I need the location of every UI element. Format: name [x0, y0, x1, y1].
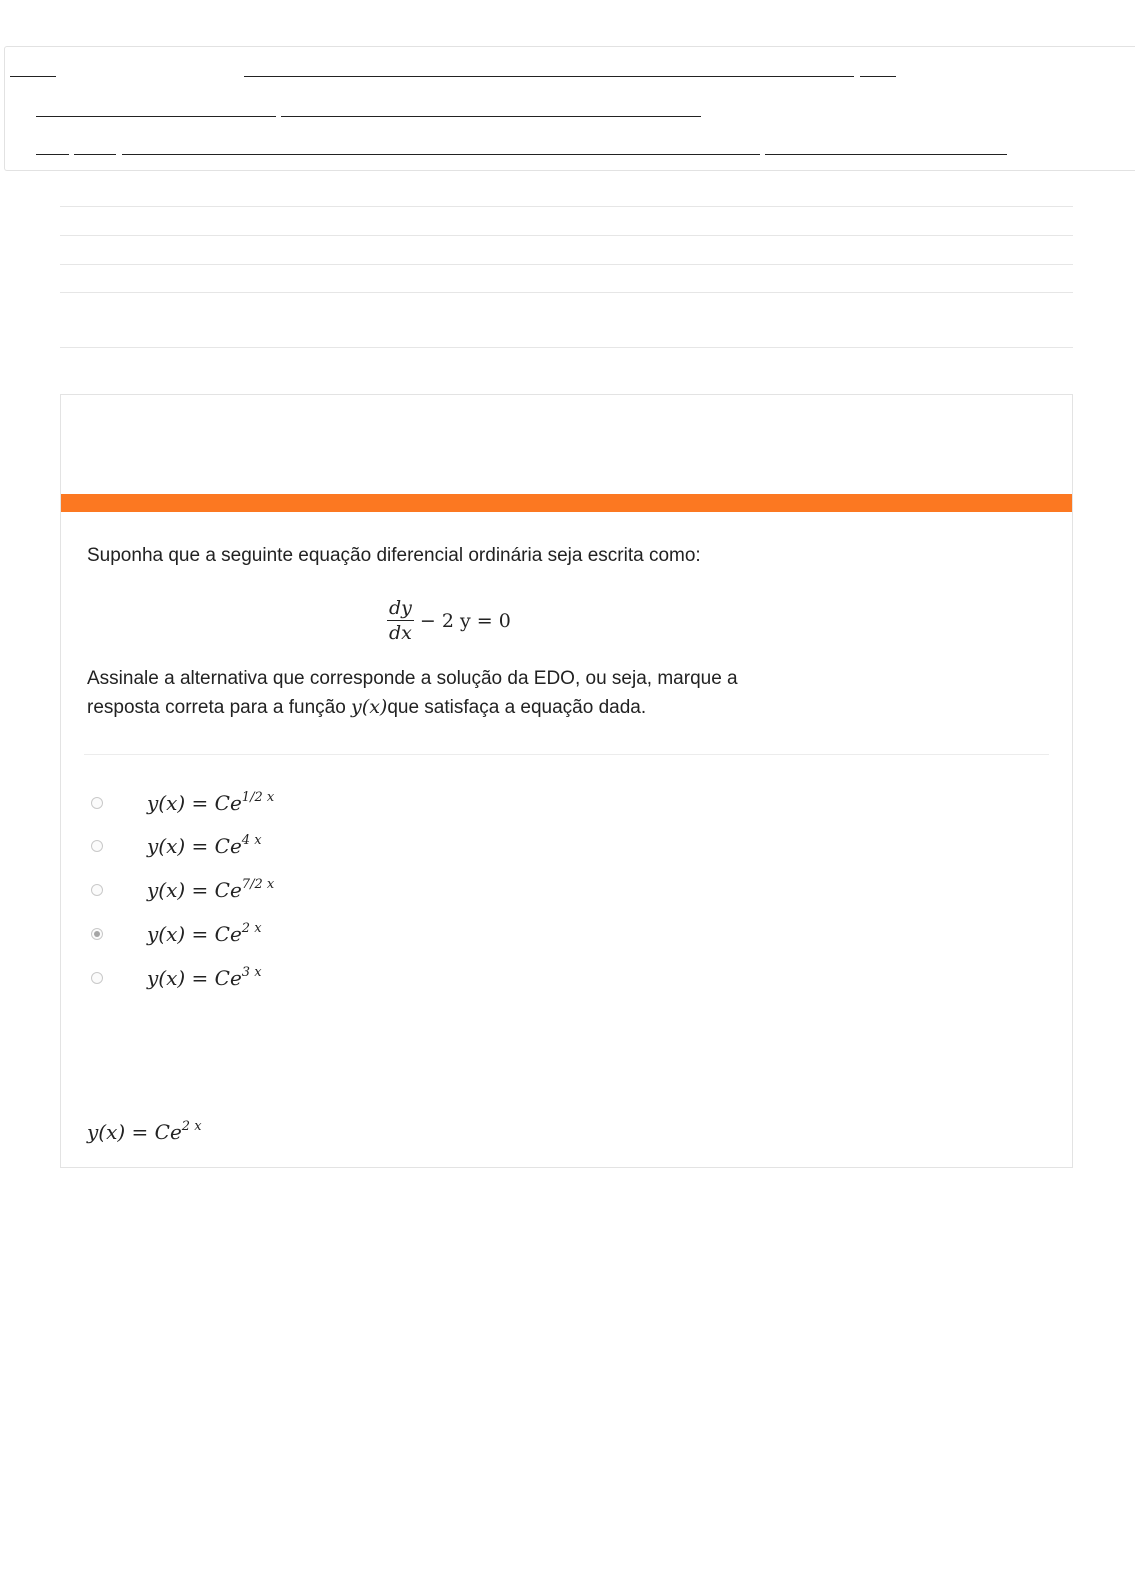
- info-row-divider: [60, 347, 1073, 348]
- info-row-divider: [60, 264, 1073, 265]
- option-exponent: 1/2 x: [241, 790, 275, 805]
- option-lhs: y(x) = Ce: [147, 834, 242, 858]
- option-exponent: 3 x: [241, 965, 262, 980]
- option-radio[interactable]: [91, 884, 103, 896]
- redacted-link[interactable]: [74, 154, 116, 155]
- question-body-before: resposta correta para a função: [87, 697, 352, 718]
- option-lhs: y(x) = Ce: [147, 791, 242, 815]
- option-radio[interactable]: [91, 797, 103, 809]
- question-body-line2: [87, 693, 822, 722]
- question-accent-band: [61, 494, 1072, 512]
- option-exponent: 7/2 x: [241, 877, 275, 892]
- info-row-divider: [60, 206, 1073, 207]
- equation: [387, 598, 511, 643]
- question-intro: Suponha que a seguinte equação diferencial ordinária seja escrita como:: [87, 545, 701, 566]
- option-formula[interactable]: [147, 790, 274, 815]
- option-formula[interactable]: [147, 965, 262, 990]
- option-lhs: y(x) = Ce: [147, 966, 242, 990]
- redacted-link[interactable]: [281, 116, 701, 117]
- top-header-bar: [4, 46, 1135, 171]
- option-radio[interactable]: [91, 840, 103, 852]
- info-row-divider: [60, 235, 1073, 236]
- equation-fraction: [387, 598, 414, 643]
- option-radio-selected[interactable]: [91, 928, 103, 940]
- equation-rest: − 2 y = 0: [419, 609, 511, 632]
- info-row-divider: [60, 292, 1073, 293]
- redacted-link[interactable]: [244, 76, 854, 77]
- answer-exponent: 2 x: [181, 1119, 202, 1134]
- option-formula[interactable]: [147, 877, 274, 902]
- option-row[interactable]: [91, 833, 262, 858]
- answer-formula: [87, 1119, 202, 1144]
- option-row[interactable]: [91, 790, 274, 815]
- options-separator: [84, 754, 1049, 755]
- option-lhs: y(x) = Ce: [147, 878, 242, 902]
- equation-denominator: dx: [389, 622, 412, 644]
- answer-lhs: y(x) = Ce: [87, 1120, 182, 1144]
- option-lhs: y(x) = Ce: [147, 922, 242, 946]
- redacted-link[interactable]: [10, 76, 56, 77]
- redacted-link[interactable]: [36, 116, 276, 117]
- question-body-math: y(x): [351, 696, 388, 718]
- equation-numerator: dy: [389, 597, 412, 619]
- question-body: [87, 665, 822, 722]
- question-body-line1: Assinale a alternativa que corresponde a solução da EDO, ou seja, marque a: [87, 668, 738, 689]
- question-card: [60, 394, 1073, 1168]
- option-formula[interactable]: [147, 921, 262, 946]
- option-row[interactable]: [91, 877, 274, 902]
- option-exponent: 4 x: [241, 833, 262, 848]
- redacted-link[interactable]: [36, 154, 69, 155]
- redacted-link[interactable]: [860, 76, 896, 77]
- option-radio[interactable]: [91, 972, 103, 984]
- redacted-link[interactable]: [122, 154, 760, 155]
- option-exponent: 2 x: [241, 921, 262, 936]
- redacted-link[interactable]: [765, 154, 1007, 155]
- option-formula[interactable]: [147, 833, 262, 858]
- option-row[interactable]: [91, 965, 262, 990]
- question-body-after: que satisfaça a equação dada.: [387, 697, 647, 718]
- option-row[interactable]: [91, 921, 262, 946]
